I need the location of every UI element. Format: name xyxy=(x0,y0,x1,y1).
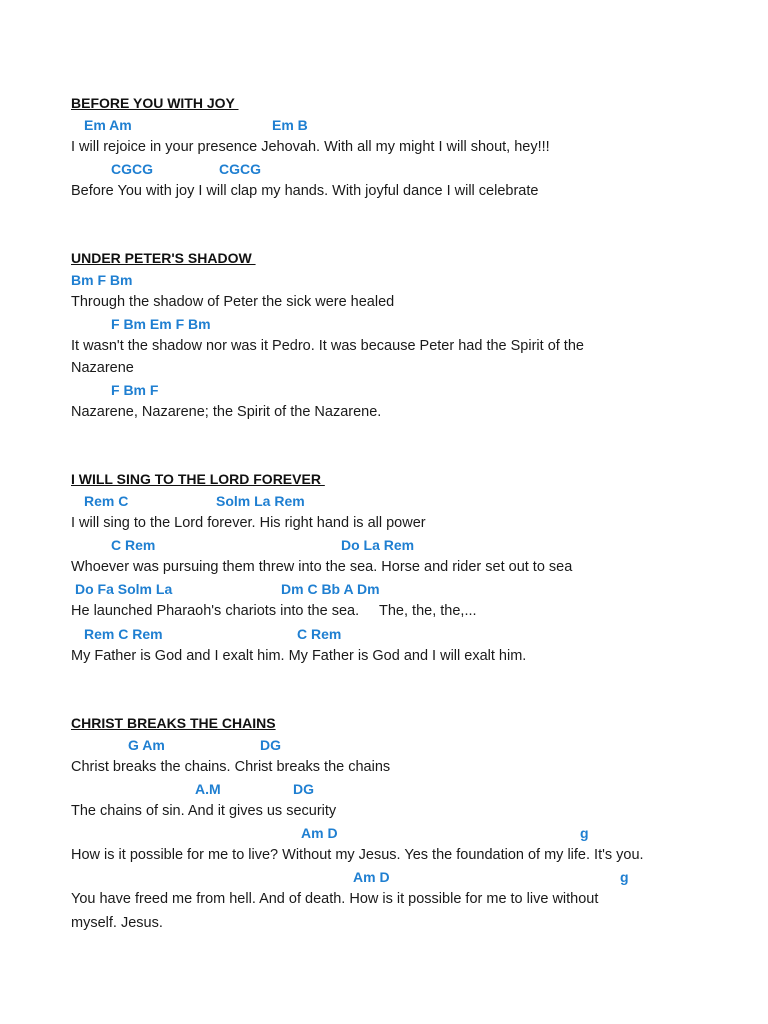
chord: Do La Rem xyxy=(341,537,415,553)
chord-line xyxy=(0,580,768,598)
lyric-line: Nazarene xyxy=(71,360,134,376)
lyric-line: It wasn't the shadow nor was it Pedro. It was because Peter had the Spirit of the xyxy=(71,338,584,354)
chord-line xyxy=(0,160,768,178)
lyric-line: Before You with joy I will clap my hands. With joyful dance I will celebrate xyxy=(71,183,539,199)
chord: DG xyxy=(293,781,314,797)
chord-line xyxy=(0,116,768,134)
chord: CGCG xyxy=(111,161,153,177)
chord: Do Fa Solm La xyxy=(75,581,173,597)
chord: F Bm Em F Bm xyxy=(111,316,211,332)
lyric-line: The chains of sin. And it gives us security xyxy=(71,803,337,819)
chord-line xyxy=(0,381,768,399)
chord-line xyxy=(0,271,768,289)
chord-line xyxy=(0,315,768,333)
chord: g xyxy=(620,869,629,885)
lyric-line: myself. Jesus. xyxy=(71,915,163,931)
chord: Rem C Rem xyxy=(84,626,163,642)
lyric-line: How is it possible for me to live? Without my Jesus. Yes the foundation of my life. It's you. xyxy=(71,847,644,863)
lyric-line: Nazarene, Nazarene; the Spirit of the Nazarene. xyxy=(71,404,382,420)
lyric-line: He launched Pharaoh's chariots into the sea. The, the, the,... xyxy=(71,603,477,619)
chord: Em B xyxy=(272,117,308,133)
chord: C Rem xyxy=(297,626,342,642)
chord-line xyxy=(0,492,768,510)
lyric-line: Christ breaks the chains. Christ breaks the chains xyxy=(71,759,391,775)
chord-line xyxy=(0,780,768,798)
lyric-line: I will rejoice in your presence Jehovah. With all my might I will shout, hey!!! xyxy=(71,139,550,155)
chord: Solm La Rem xyxy=(216,493,305,509)
chord: Em Am xyxy=(84,117,132,133)
chord: Am D xyxy=(353,869,390,885)
chord: Bm F Bm xyxy=(71,272,133,288)
chord-line xyxy=(0,824,768,842)
song-title: BEFORE YOU WITH JOY xyxy=(71,95,239,111)
song-title: UNDER PETER'S SHADOW xyxy=(71,250,256,266)
chord: C Rem xyxy=(111,537,156,553)
lyric-line: Through the shadow of Peter the sick were healed xyxy=(71,294,395,310)
chord-line xyxy=(0,625,768,643)
chord: A.M xyxy=(195,781,221,797)
chord: CGCG xyxy=(219,161,261,177)
chord: DG xyxy=(260,737,281,753)
lyric-line: My Father is God and I exalt him. My Father is God and I will exalt him. xyxy=(71,648,527,664)
chord: Dm C Bb A Dm xyxy=(281,581,380,597)
lyric-line: You have freed me from hell. And of death. How is it possible for me to live without xyxy=(71,891,599,907)
song-title: CHRIST BREAKS THE CHAINS xyxy=(71,715,276,731)
chord: F Bm F xyxy=(111,382,159,398)
chord: Am D xyxy=(301,825,338,841)
lyric-line: I will sing to the Lord forever. His right hand is all power xyxy=(71,515,426,531)
chord-line xyxy=(0,868,768,886)
chord-line xyxy=(0,536,768,554)
chord: G Am xyxy=(128,737,165,753)
chord-line xyxy=(0,736,768,754)
song-title: I WILL SING TO THE LORD FOREVER xyxy=(71,471,325,487)
lyric-line: Whoever was pursuing them threw into the sea. Horse and rider set out to sea xyxy=(71,559,573,575)
chord: Rem C xyxy=(84,493,129,509)
chord: g xyxy=(580,825,589,841)
